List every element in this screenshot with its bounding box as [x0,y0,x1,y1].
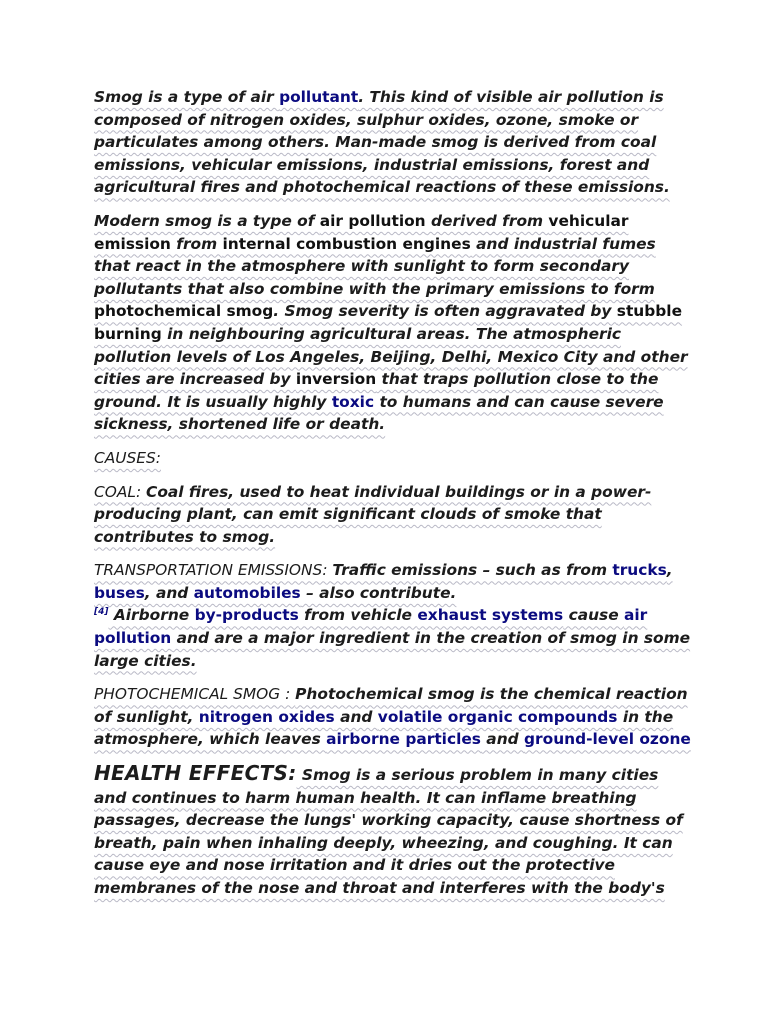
text-run: derived from [425,211,549,230]
link-nitrogen-oxides[interactable]: nitrogen oxides [198,707,335,726]
link-by-products[interactable]: by-products [194,606,299,625]
link-toxic[interactable]: toxic [331,392,375,411]
text-run: cause [563,606,624,625]
text-run: to humans and can cause severe sickness, shortened life or death. [94,392,664,434]
text-run: from vehicle [298,606,418,625]
link-airborne-particles[interactable]: airborne particles [326,730,481,749]
text-run: in neighbouring agricultural areas. The atmospheric pollution levels of Los Angeles, Beijing, Delhi, Mexico City and other cities are increased by [94,324,688,389]
text-run: from [170,234,223,253]
document-body [94,86,694,911]
paragraph-health-effects [94,762,694,900]
link-buses[interactable]: buses [94,583,145,602]
causes-heading-text: CAUSES: [94,448,161,467]
citation-reference[interactable]: [4] [94,607,109,618]
transportation-label: TRANSPORTATION EMISSIONS: [94,561,333,580]
text-run: Modern smog is a type of [94,211,320,230]
link-trucks[interactable]: trucks [612,561,667,580]
link-inversion[interactable]: inversion [295,370,377,389]
text-run: in the atmosphere, which leaves [94,707,674,749]
paragraph-modern-smog [94,210,694,436]
paragraph-smog-definition [94,86,694,199]
health-effects-heading: HEALTH EFFECTS: [94,761,297,786]
text-run: – also contribute. [300,583,457,602]
text-run: Airborne [108,606,195,625]
link-vehicular-emission[interactable]: vehicular emission [94,211,629,253]
link-pollutant[interactable]: pollutant [279,88,359,106]
text-run: and [480,730,525,749]
text-run: , and [144,583,194,602]
link-ground-level-ozone[interactable]: ground-level ozone [524,730,691,749]
link-exhaust-systems[interactable]: exhaust systems [417,606,564,625]
link-automobiles[interactable]: automobiles [193,583,301,602]
text-run: and industrial fumes that react in the atmosphere with sunlight to form secondary pollutants that also combine with the primary emissions to form [94,234,656,298]
text-run: and [334,707,378,726]
paragraph-coal [94,481,694,549]
section-heading-causes [94,447,694,470]
text-run: . Smog severity is often aggravated by [273,302,617,321]
link-stubble-burning[interactable]: stubble burning [94,302,683,343]
text-run: . This kind of visible air pollution is composed of nitrogen oxides, sulphur oxides, ozone, smoke or particulates among others. Man-made smog is derived from coal emissions, vehicular emissions, industrial emissions, forest and agricultural fires and photochemical reactions of these emissions. [94,88,670,197]
text-run: Smog is a serious problem in many cities and continues to harm human health. It can inflame breathing passages, decrease the lungs' working capacity, cause shortness of breath, pain when inhaling deeply, wheezing, and coughing. It can cause eye and nose irritation and it dries out the protective membranes of the nose and throat and interferes with the body's [94,766,683,897]
coal-label: COAL: [94,482,147,501]
text-run: Coal fires, used to heat individual buildings or in a power-producing plant, can emit significant clouds of smoke that contributes to smog. [94,482,652,546]
text-run: , [666,561,673,580]
text-run: Traffic emissions – such as from [332,561,613,580]
link-volatile-organic-compounds[interactable]: volatile organic compounds [377,707,618,726]
text-run: that traps pollution close to the ground. It is usually highly [94,370,659,411]
text-run: and are a major ingredient in the creation of smog in some large cities. [94,629,691,670]
paragraph-transportation-emissions [94,559,694,672]
text-run: Photochemical smog is the chemical reaction of sunlight, [94,685,688,726]
photochemical-label: PHOTOCHEMICAL SMOG : [94,685,296,704]
link-air-pollution[interactable]: air pollution [319,211,426,230]
link-internal-combustion-engines[interactable]: internal combustion engines [222,234,471,253]
link-photochemical-smog[interactable]: photochemical smog [94,302,274,321]
text-run: Smog is a type of air [94,88,280,106]
link-air-pollution-2[interactable]: air pollution [94,606,648,648]
paragraph-photochemical-smog [94,683,694,751]
